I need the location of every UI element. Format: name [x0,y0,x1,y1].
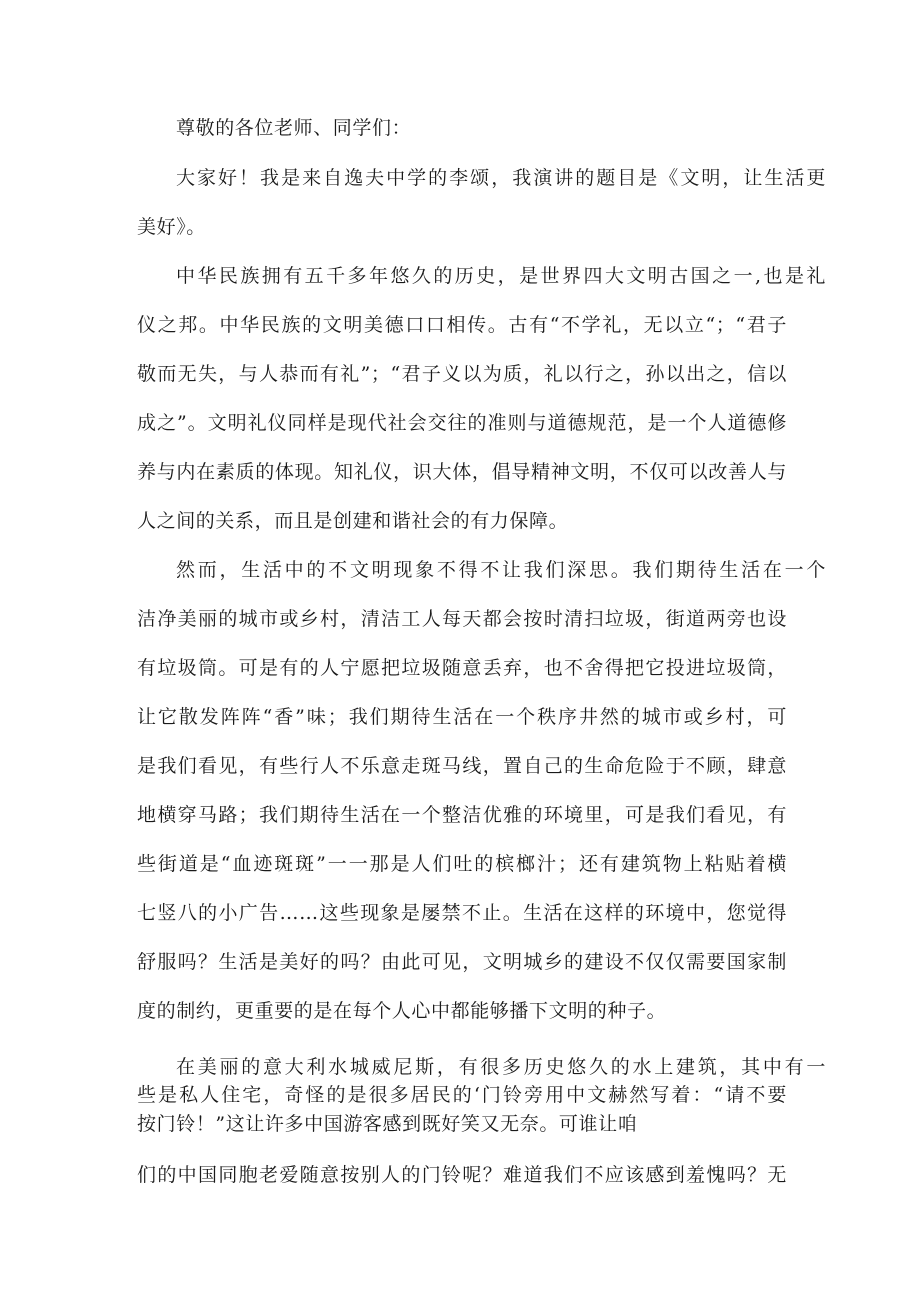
paragraph-3-line: 度的制约，更重要的是在每个人心中都能够播下文明的种子。 [137,1000,667,1022]
paragraph-3-line: 舒服吗？生活是美好的吗？由此可见，文明城乡的建设不仅仅需要国家制 [137,951,787,973]
paragraph-1-line: 大家好！我是来自逸夫中学的李颂，我演讲的题目是《文明，让生活更 [176,167,826,189]
paragraph-4-line: 们的中国同胞老爱随意按别人的门铃呢？难道我们不应该感到羞愧吗？无 [137,1164,787,1186]
paragraph-1-line: 美好》。 [137,216,206,238]
paragraph-2-line: 养与内在素质的体现。知礼仪，识大体，倡导精神文明，不仅可以改善人与 [137,461,787,483]
paragraph-3-line: 是我们看见，有些行人不乐意走斑马线，置自己的生命危险于不顾，肆意 [137,755,787,777]
paragraph-3-line: 地横穿马路；我们期待生活在一个整洁优雅的环境里，可是我们看见，有 [137,804,787,826]
paragraph-4-line: 按门铃！”这让许多中国游客感到既好笑又无奈。可谁让咱 [137,1113,638,1135]
paragraph-2-line: 成之”。文明礼仪同样是现代社会交往的准则与道德规范，是一个人道德修 [137,412,787,434]
paragraph-4-line: 些是私人住宅，奇怪的是很多居民的‘门铃旁用中文赫然写着：“请不要 [137,1084,787,1106]
paragraph-4-line: 在美丽的意大利水城威尼斯，有很多历史悠久的水上建筑，其中有一 [176,1056,826,1078]
paragraph-3-line: 些街道是“血迹斑斑”一一那是人们吐的槟榔汁；还有建筑物上粘贴着横 [137,853,787,875]
paragraph-3-line: 有垃圾筒。可是有的人宁愿把垃圾随意丢弃，也不舍得把它投进垃圾筒， [137,657,787,679]
paragraph-2-line: 仪之邦。中华民族的文明美德口口相传。古有“不学礼，无以立“；“君子 [137,314,787,336]
paragraph-3-line: 洁净美丽的城市或乡村，清洁工人每天都会按时清扫垃圾，街道两旁也设 [137,608,787,630]
greeting-line: 尊敬的各位老师、同学们： [176,117,412,139]
paragraph-3-line: 让它散发阵阵“香”味；我们期待生活在一个秩序井然的城市或乡村，可 [137,706,787,728]
paragraph-3-line: 然而，生活中的不文明现象不得不让我们深思。我们期待生活在一个 [176,559,826,581]
paragraph-2-line: 敬而无失，与人恭而有礼”；“君子义以为质，礼以行之，孙以出之，信以 [137,363,787,385]
paragraph-2-line: 中华民族拥有五千多年悠久的历史，是世界四大文明古国之一,也是礼 [176,265,826,287]
paragraph-2-line: 人之间的关系，而且是创建和谐社会的有力保障。 [137,510,569,532]
paragraph-3-line: 七竖八的小广告……这些现象是屡禁不止。生活在这样的环境中，您觉得 [137,902,787,924]
